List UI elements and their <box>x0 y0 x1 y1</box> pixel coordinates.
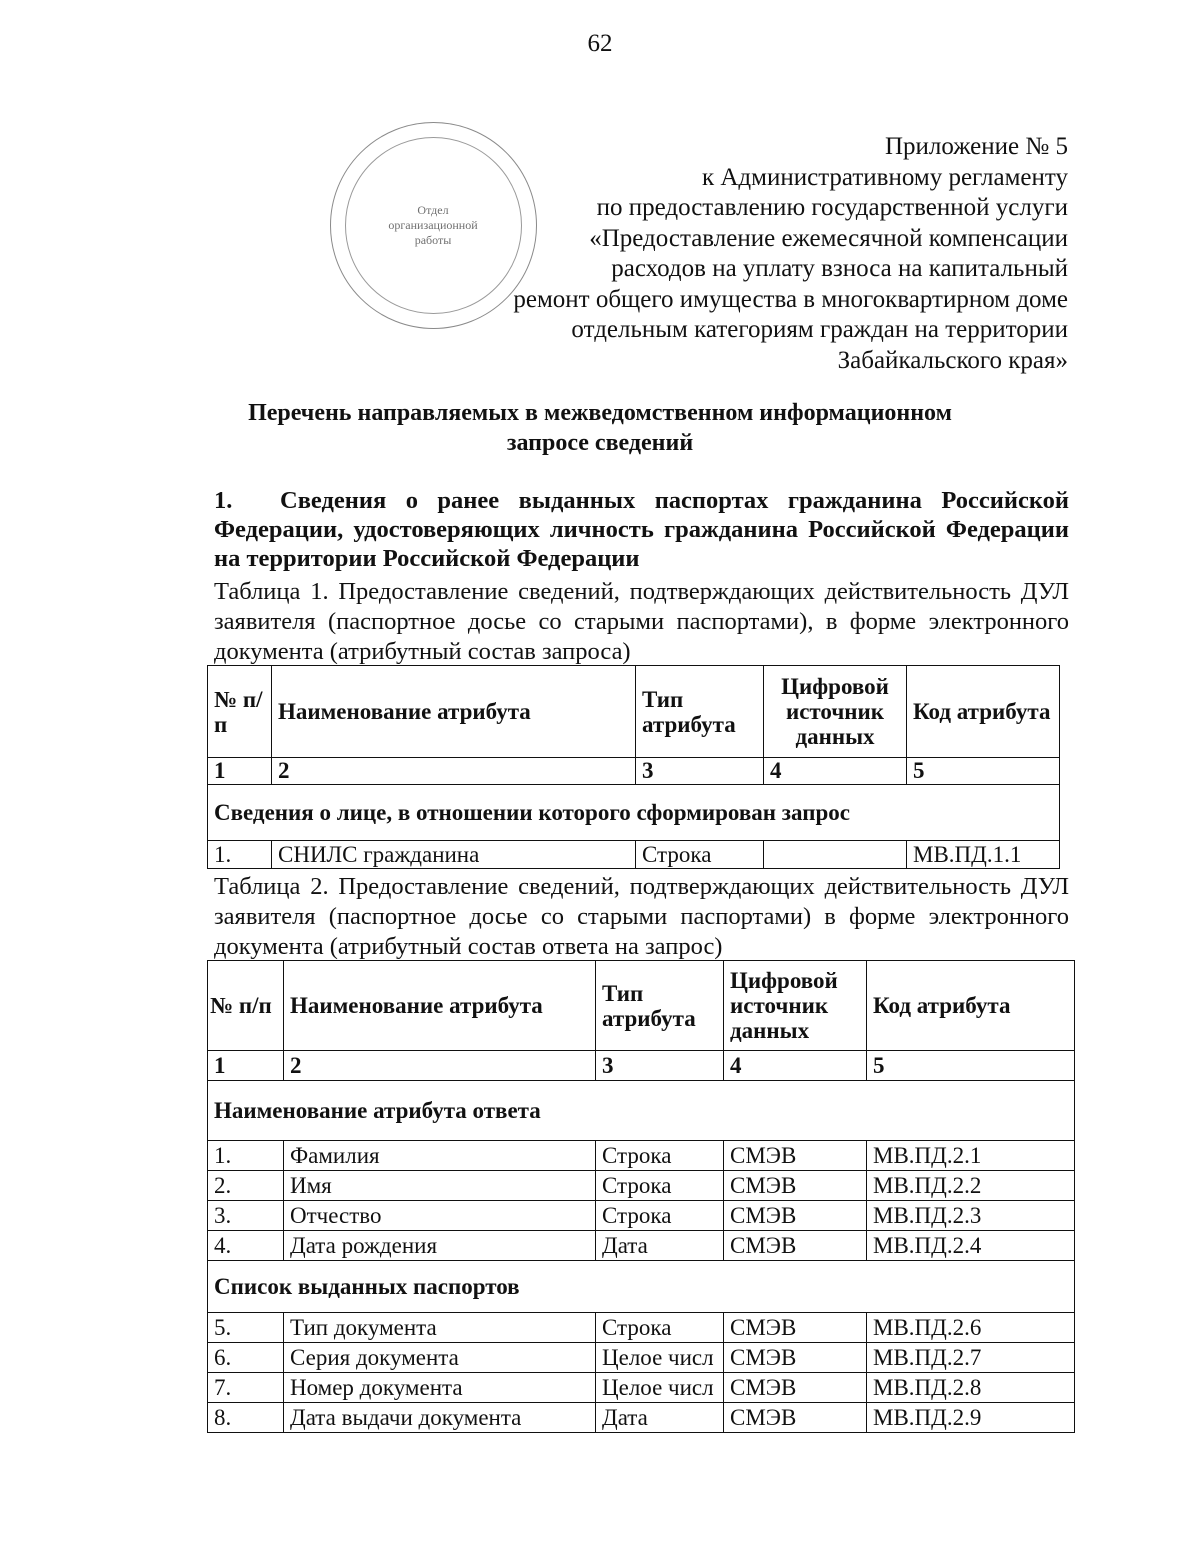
table1-caption: Таблица 1. Предоставление сведений, подтверждающих действительность ДУЛ заявителя (паспортное досье со старыми паспортами), в форме электронного документа (атрибутный состав запроса) <box>214 578 1069 665</box>
table-cell: Строка <box>596 1201 724 1231</box>
appendix-line: Забайкальского края» <box>837 346 1068 374</box>
table-cell: 7. <box>208 1373 284 1403</box>
table-cell: СМЭВ <box>724 1343 867 1373</box>
index-cell: 2 <box>272 758 636 785</box>
table-cell: МВ.ПД.2.9 <box>867 1403 1075 1433</box>
index-cell: 3 <box>596 1051 724 1081</box>
index-cell: 1 <box>208 758 272 785</box>
table2-caption: Таблица 2. Предоставление сведений, подтверждающих действительность ДУЛ заявителя (паспортное досье со старыми паспортами) в форме электронного документа (атрибутный состав ответа на запрос) <box>214 873 1069 960</box>
header-cell: Наименование атрибута <box>272 666 636 758</box>
response-attributes-table <box>207 960 1075 1433</box>
table-cell: Номер документа <box>284 1373 596 1403</box>
header-cell: Цифровой источник данных <box>764 666 907 758</box>
table-cell: 1. <box>208 841 272 869</box>
index-cell: 3 <box>636 758 764 785</box>
header-cell: Наименование атрибута <box>284 961 596 1051</box>
table-cell: 3. <box>208 1201 284 1231</box>
table-cell: Строка <box>596 1313 724 1343</box>
group-row <box>208 1261 1075 1313</box>
table-cell: МВ.ПД.2.8 <box>867 1373 1075 1403</box>
table-row <box>208 1171 1075 1201</box>
group-row <box>208 785 1060 841</box>
table-cell: МВ.ПД.1.1 <box>907 841 1060 869</box>
header-cell: Код атрибута <box>867 961 1075 1051</box>
header-cell: № п/п <box>208 961 284 1051</box>
table-cell: СМЭВ <box>724 1403 867 1433</box>
title-line: запросе сведений <box>506 430 694 456</box>
table-cell: СМЭВ <box>724 1141 867 1171</box>
appendix-line: отдельным категориям граждан на территории <box>571 316 1068 343</box>
group-row <box>208 1081 1075 1141</box>
table-cell: Дата <box>596 1231 724 1261</box>
table-cell: Дата <box>596 1403 724 1433</box>
header-cell: Тип атрибута <box>596 961 724 1051</box>
table-cell: Серия документа <box>284 1343 596 1373</box>
section-heading <box>214 486 1069 573</box>
appendix-line: к Административному регламенту <box>701 163 1068 191</box>
table-cell: 6. <box>208 1343 284 1373</box>
table-cell: Дата выдачи документа <box>284 1403 596 1433</box>
table-cell: Строка <box>636 841 764 869</box>
group-cell: Список выданных паспортов <box>208 1261 1075 1313</box>
table-cell: МВ.ПД.2.4 <box>867 1231 1075 1261</box>
document-title <box>210 398 990 458</box>
index-cell: 2 <box>284 1051 596 1081</box>
table-cell: Отчество <box>284 1201 596 1231</box>
table-row <box>208 1201 1075 1231</box>
table-cell: МВ.ПД.2.6 <box>867 1313 1075 1343</box>
table-cell: Тип документа <box>284 1313 596 1343</box>
index-cell: 5 <box>867 1051 1075 1081</box>
group-cell: Наименование атрибута ответа <box>208 1081 1075 1141</box>
table-cell <box>764 841 907 869</box>
table-cell: СМЭВ <box>724 1231 867 1261</box>
table-cell: СНИЛС гражданина <box>272 841 636 869</box>
table-cell: 1. <box>208 1141 284 1171</box>
table-header-row <box>208 961 1075 1051</box>
table-row <box>208 1231 1075 1261</box>
column-index-row <box>208 1051 1075 1081</box>
header-cell: Цифровой источник данных <box>724 961 867 1051</box>
table-cell: МВ.ПД.2.3 <box>867 1201 1075 1231</box>
table-row <box>208 1141 1075 1171</box>
official-stamp <box>330 122 537 329</box>
table-cell: СМЭВ <box>724 1313 867 1343</box>
table-cell: Фамилия <box>284 1141 596 1171</box>
appendix-line: Приложение № 5 <box>884 133 1068 160</box>
appendix-line: ремонт общего имущества в многоквартирном доме <box>513 285 1068 313</box>
table-cell: МВ.ПД.2.7 <box>867 1343 1075 1373</box>
table-cell: 8. <box>208 1403 284 1433</box>
table-header-row <box>208 666 1060 758</box>
section-number: 1. <box>214 487 233 514</box>
index-cell: 5 <box>907 758 1060 785</box>
index-cell: 4 <box>724 1051 867 1081</box>
table-cell: 4. <box>208 1231 284 1261</box>
table-cell: СМЭВ <box>724 1171 867 1201</box>
table-cell: Строка <box>596 1171 724 1201</box>
index-cell: 4 <box>764 758 907 785</box>
table-row <box>208 841 1060 869</box>
page-number: 62 <box>587 30 613 57</box>
stamp-line: организационной <box>388 217 478 232</box>
header-cell: Тип атрибута <box>636 666 764 758</box>
appendix-line: «Предоставление ежемесячной компенсации <box>589 224 1068 252</box>
table-cell: СМЭВ <box>724 1373 867 1403</box>
request-attributes-table <box>207 665 1060 869</box>
stamp-line: Отдел <box>417 202 449 217</box>
appendix-line: по предоставлению государственной услуги <box>596 194 1068 221</box>
stamp-text <box>379 179 487 271</box>
appendix-line: расходов на уплату взноса на капитальный <box>611 255 1068 282</box>
table-row <box>208 1313 1075 1343</box>
table-cell: МВ.ПД.2.1 <box>867 1141 1075 1171</box>
table-cell: 2. <box>208 1171 284 1201</box>
table-cell: Имя <box>284 1171 596 1201</box>
group-cell: Сведения о лице, в отношении которого сформирован запрос <box>208 785 1060 841</box>
column-index-row <box>208 758 1060 785</box>
stamp-line: работы <box>414 232 452 247</box>
appendix-header <box>513 132 1068 376</box>
index-cell: 1 <box>208 1051 284 1081</box>
table-cell: 5. <box>208 1313 284 1343</box>
header-cell: № п/п <box>208 666 272 758</box>
table-cell: Строка <box>596 1141 724 1171</box>
section-text: Сведения о ранее выданных паспортах гражданина Российской Федерации, удостоверяющих личность гражданина Российской Федерации на территории Российской Федерации <box>214 487 1069 572</box>
table-cell: Целое числ <box>596 1343 724 1373</box>
table-cell: Целое числ <box>596 1373 724 1403</box>
table-cell: МВ.ПД.2.2 <box>867 1171 1075 1201</box>
title-line: Перечень направляемых в межведомственном информационном <box>248 400 952 426</box>
header-cell: Код атрибута <box>907 666 1060 758</box>
table-row <box>208 1373 1075 1403</box>
table-cell: СМЭВ <box>724 1201 867 1231</box>
table-cell: Дата рождения <box>284 1231 596 1261</box>
table-row <box>208 1403 1075 1433</box>
table-row <box>208 1343 1075 1373</box>
